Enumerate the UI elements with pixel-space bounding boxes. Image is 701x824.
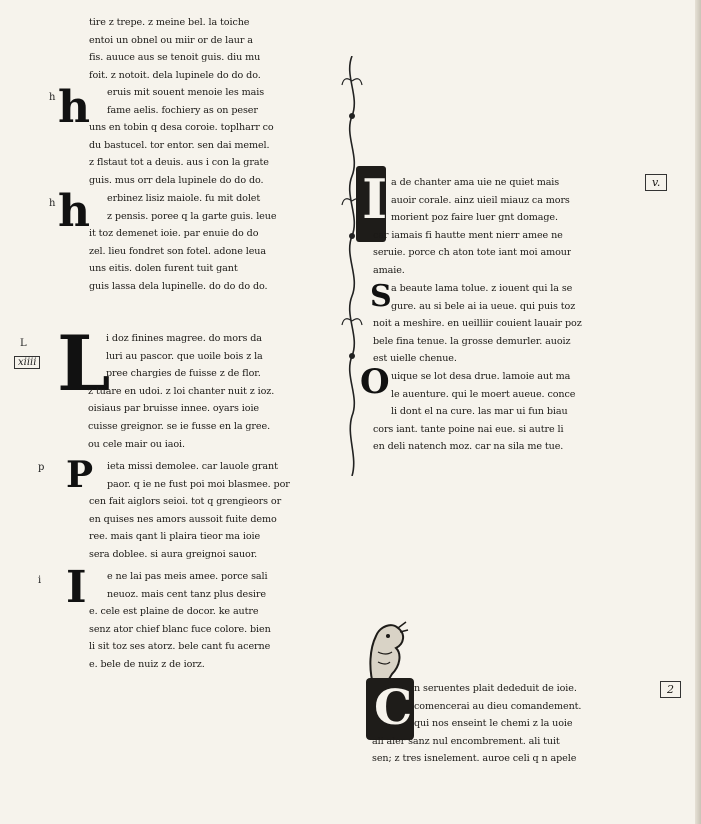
text-line: ali aler sanz nul encombrement. ali tuit	[372, 735, 560, 747]
text-line: oisiaus par bruisse innee. oyars ioie	[88, 403, 259, 415]
initial-letter-h: h	[58, 186, 90, 237]
initial-letter-i: I	[66, 562, 87, 613]
text-line: zel. lieu fondret son fotel. adone leua	[89, 245, 266, 257]
text-line: li sit toz ses atorz. bele cant fu acerne	[89, 641, 271, 653]
left-column-block-e	[89, 458, 290, 564]
right-column-block-b	[373, 280, 582, 368]
text-line: e. bele de nuiz z de iorz.	[89, 658, 205, 670]
left-column-block-b	[89, 84, 274, 190]
text-line: cen fait aiglors seioi. tot q grengieors or	[89, 496, 282, 508]
margin-letter-h: h	[49, 198, 56, 209]
text-line: e. cele est plaine de docor. ke autre	[89, 606, 259, 618]
initial-letter-i: I	[362, 167, 388, 231]
initial-letter-p: P	[66, 454, 94, 496]
text-line: cuisse greignor. se ie fusse en la gree.	[88, 420, 271, 432]
text-line: paor. q ie ne fust poi moi blasmee. por	[107, 478, 290, 490]
text-line: senz ator chief blanc fuce colore. bien	[89, 623, 271, 635]
text-line: morient poz faire luer gnt domage.	[391, 212, 558, 224]
margin-letter-i: i	[38, 575, 42, 586]
left-column-block-f	[89, 568, 271, 674]
text-line: en quises nes amors aussoit fuite demo	[89, 513, 277, 525]
margin-number-label: xiiii	[14, 356, 40, 369]
text-line: bele fina tenue. la grosse demurler. auoiz	[373, 335, 571, 347]
initial-letter-h: h	[58, 82, 90, 133]
initial-letter-l: L	[57, 319, 111, 408]
left-column-block-d	[88, 330, 275, 453]
page-edge-shadow	[695, 0, 701, 824]
text-line: n seruentes plait dededuit de ioie.	[414, 683, 577, 694]
right-column-block-c	[373, 368, 575, 456]
text-line: le auenture. qui le moert aueue. conce	[391, 388, 576, 400]
text-line: cors iant. tante poine nai eue. si autre li	[373, 423, 564, 435]
text-line: guis lassa dela lupinelle. do do do do.	[89, 280, 268, 292]
right-column-block-d	[372, 680, 582, 768]
text-line: amaie.	[373, 264, 405, 276]
text-line: du bastucel. tor entor. sen dai memel.	[89, 139, 270, 151]
text-line: tire z trepe. z meine bel. la toiche	[89, 17, 250, 28]
margin-letter-p: p	[38, 462, 45, 473]
text-line: eruis mit souent menoie les mais	[107, 87, 265, 98]
text-line: qui nos enseint le chemi z la uoie	[414, 718, 573, 730]
margin-folio-box: v.	[645, 174, 667, 191]
text-line: neuoz. mais cent tanz plus desire	[107, 588, 266, 600]
right-column-block-a	[373, 174, 571, 280]
text-line: entoi un obnel ou miir or de laur a	[89, 34, 253, 46]
text-line: uns eitis. dolen furent tuit gant	[89, 263, 238, 275]
text-line: sen; z tres isnelement. auroe celi q n apele	[372, 753, 577, 765]
margin-letter-h: h	[49, 92, 56, 103]
text-line: fame aelis. fochiery as on peser	[107, 104, 258, 116]
text-line: seruie. porce ch aton tote iant moi amour	[373, 247, 572, 259]
text-line: z tuare en udoi. z loi chanter nuit z ioz.	[88, 385, 275, 397]
text-line: e ne lai pas meis amee. porce sali	[107, 571, 268, 582]
text-line: gure. au si bele ai ia ueue. qui puis toz	[391, 300, 576, 312]
initial-letter-c: C	[374, 680, 413, 736]
text-line: pree chargies de fuisse z de flor.	[106, 368, 261, 380]
text-line: uns en tobin q desa coroie. toplharr co	[89, 122, 274, 134]
vine-flourish-ornament	[338, 56, 366, 476]
initial-letter-o: O	[360, 362, 390, 402]
decorated-initial-c	[366, 678, 414, 740]
text-line: fis. auuce aus se tenoit guis. diu mu	[89, 52, 261, 64]
left-column-block-a	[89, 14, 261, 84]
text-line: li dont el na cure. las mar ui fun biau	[391, 406, 568, 418]
text-line: z pensis. poree q la garte guis. leue	[107, 210, 277, 222]
text-line: guis. mus orr dela lupinele do do do.	[89, 174, 264, 186]
text-line: ieta missi demolee. car lauole grant	[107, 461, 278, 472]
left-column-block-c	[89, 190, 276, 296]
margin-letter-l: L	[20, 338, 27, 349]
text-line: uique se lot desa drue. lamoie aut ma	[391, 371, 571, 382]
text-line: auoir corale. ainz uieil miauz ca mors	[391, 194, 570, 206]
text-line: a beaute lama tolue. z iouent qui la se	[391, 283, 573, 294]
text-line: ou cele mair ou iaoi.	[88, 438, 185, 450]
text-line: en deli natench moz. car na sila me tue.	[373, 441, 564, 453]
text-line: a de chanter ama uie ne quiet mais	[391, 177, 560, 188]
text-line: ree. mais qant li plaira tieor ma ioie	[89, 531, 261, 543]
text-line: it toz demenet ioie. par enuie do do	[89, 228, 259, 240]
text-line: erbinez lisiz maiole. fu mit dolet	[107, 193, 261, 204]
text-line: comencerai au dieu comandement.	[414, 700, 582, 712]
text-line: luri au pascor. que uoile bois z la	[106, 350, 263, 362]
text-line: est uielle chenue.	[373, 353, 457, 365]
text-line: noit a meshire. en ueilliir couient lauair poz	[373, 318, 582, 330]
text-line: car iamais fi hautte ment nierr amee ne	[373, 229, 563, 241]
initial-letter-s: S	[370, 279, 392, 314]
margin-folio-box: 2	[660, 681, 681, 698]
text-line: foit. z notoit. dela lupinele do do do.	[89, 69, 261, 81]
text-line: i doz finines magree. do mors da	[106, 333, 262, 344]
text-line: z flstaut tot a deuis. aus i con la grate	[89, 157, 269, 169]
text-line: sera doblee. si aura greignoi sauor.	[89, 548, 258, 560]
